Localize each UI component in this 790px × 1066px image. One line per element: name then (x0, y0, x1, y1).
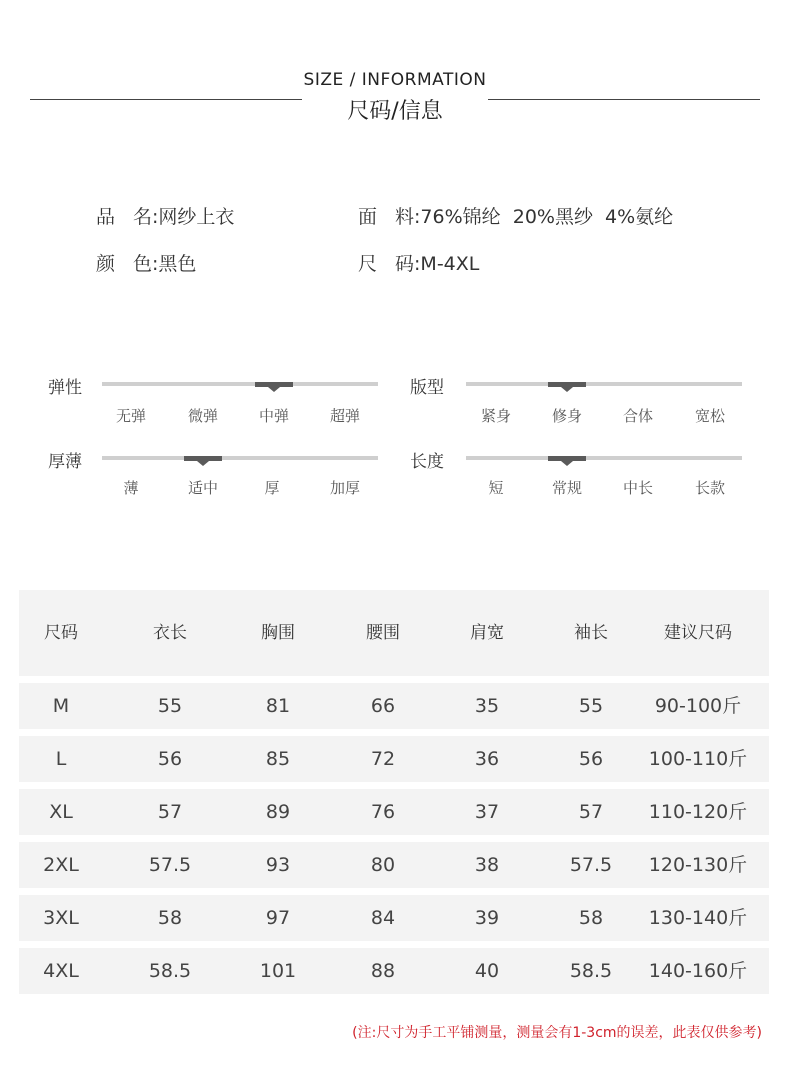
scale-length-option: 中长 (622, 479, 653, 497)
scale-thickness-option: 加厚 (329, 479, 360, 497)
table-cell: 2XL (43, 854, 79, 876)
table-cell: 101 (259, 960, 297, 982)
scale-elasticity-track (102, 382, 378, 386)
scale-length-option: 常规 (551, 479, 582, 497)
table-cell: 57 (157, 801, 183, 823)
scale-thickness-option: 厚 (264, 479, 280, 497)
info-name: 品 名:网纱上衣 (96, 206, 235, 228)
table-cell: 58 (157, 907, 183, 929)
table-cell: 100-110斤 (648, 748, 748, 770)
table-cell: 110-120斤 (648, 801, 748, 823)
scale-thickness-option: 适中 (187, 479, 218, 497)
table-cell: 39 (474, 907, 500, 929)
table-cell: 93 (265, 854, 291, 876)
scale-fit-option: 宽松 (694, 407, 725, 425)
table-cell: 66 (370, 695, 396, 717)
measurement-note: (注:尺寸为手工平铺测量，测量会有1-3cm的误差，此表仅供参考) (352, 1025, 762, 1041)
header-title-cn: 尺码/信息 (347, 99, 443, 124)
table-cell: 58.5 (148, 960, 192, 982)
scale-fit-option: 合体 (622, 407, 653, 425)
table-cell: 90-100斤 (654, 695, 742, 717)
info-material-value: 76%锦纶 20%黑纱 4%氨纶 (420, 206, 674, 228)
scale-elasticity-label: 弹性 (48, 378, 82, 398)
table-cell: 88 (370, 960, 396, 982)
table-cell: 85 (265, 748, 291, 770)
table-cell: 58.5 (569, 960, 613, 982)
scale-thickness-track (102, 456, 378, 460)
table-cell: XL (49, 801, 73, 823)
header-cell: 腰围 (366, 623, 400, 643)
scale-fit-label: 版型 (410, 378, 444, 398)
table-cell: 36 (474, 748, 500, 770)
header-cell: 衣长 (153, 623, 187, 643)
scale-length-label: 长度 (410, 452, 444, 472)
header-title-en: SIZE / INFORMATION (303, 70, 487, 90)
table-row (19, 842, 769, 888)
scale-length-option: 长款 (694, 479, 725, 497)
table-row (19, 789, 769, 835)
table-cell: 40 (474, 960, 500, 982)
table-cell: 55 (157, 695, 183, 717)
header-cell: 建议尺码 (664, 623, 732, 643)
info-material: 面 料:76%锦纶 20%黑纱 4%氨纶 (358, 206, 674, 228)
table-cell: 80 (370, 854, 396, 876)
scale-elasticity-option: 中弹 (258, 407, 289, 425)
table-cell: 55 (578, 695, 604, 717)
scale-fit-option: 紧身 (480, 407, 511, 425)
info-color-value: 黑色 (158, 253, 197, 275)
info-size-value: M-4XL (420, 253, 480, 275)
table-cell: 56 (157, 748, 183, 770)
table-cell: 97 (265, 907, 291, 929)
scale-length-option: 短 (488, 479, 504, 497)
scale-fit-indicator (548, 382, 586, 387)
header-cell: 袖长 (574, 623, 608, 643)
scale-elasticity-option: 无弹 (115, 407, 146, 425)
table-cell: 58 (578, 907, 604, 929)
table-cell: 56 (578, 748, 604, 770)
table-cell: 35 (474, 695, 500, 717)
scale-fit-track (466, 382, 742, 386)
table-cell: 57.5 (148, 854, 192, 876)
table-cell: 76 (370, 801, 396, 823)
scale-elasticity-option: 超弹 (329, 407, 360, 425)
table-row (19, 948, 769, 994)
table-cell: 120-130斤 (648, 854, 748, 876)
info-name-value: 网纱上衣 (158, 206, 235, 228)
info-size: 尺 码:M-4XL (358, 253, 480, 275)
header-cell: 肩宽 (470, 623, 504, 643)
scale-length-track (466, 456, 742, 460)
table-cell: 37 (474, 801, 500, 823)
table-cell: 38 (474, 854, 500, 876)
scale-thickness-option: 薄 (123, 479, 139, 497)
scale-elasticity-option: 微弹 (187, 407, 218, 425)
table-cell: 72 (370, 748, 396, 770)
table-cell: 140-160斤 (648, 960, 748, 982)
size-table-header (19, 590, 769, 676)
table-cell: 81 (265, 695, 291, 717)
table-cell: 3XL (43, 907, 79, 929)
table-cell: 57 (578, 801, 604, 823)
table-row (19, 683, 769, 729)
info-color: 颜 色:黑色 (96, 253, 197, 275)
table-cell: 4XL (43, 960, 79, 982)
header-cell: 尺码 (44, 623, 78, 643)
table-cell: 57.5 (569, 854, 613, 876)
header-cell: 胸围 (261, 623, 295, 643)
table-cell: 89 (265, 801, 291, 823)
scale-length-indicator (548, 456, 586, 461)
table-row (19, 736, 769, 782)
scale-fit-option: 修身 (551, 407, 582, 425)
table-cell: 130-140斤 (648, 907, 748, 929)
scale-thickness-indicator (184, 456, 222, 461)
table-cell: 84 (370, 907, 396, 929)
table-cell: M (52, 695, 70, 717)
table-row (19, 895, 769, 941)
table-cell: L (55, 748, 67, 770)
scale-elasticity-indicator (255, 382, 293, 387)
scale-thickness-label: 厚薄 (48, 452, 82, 472)
